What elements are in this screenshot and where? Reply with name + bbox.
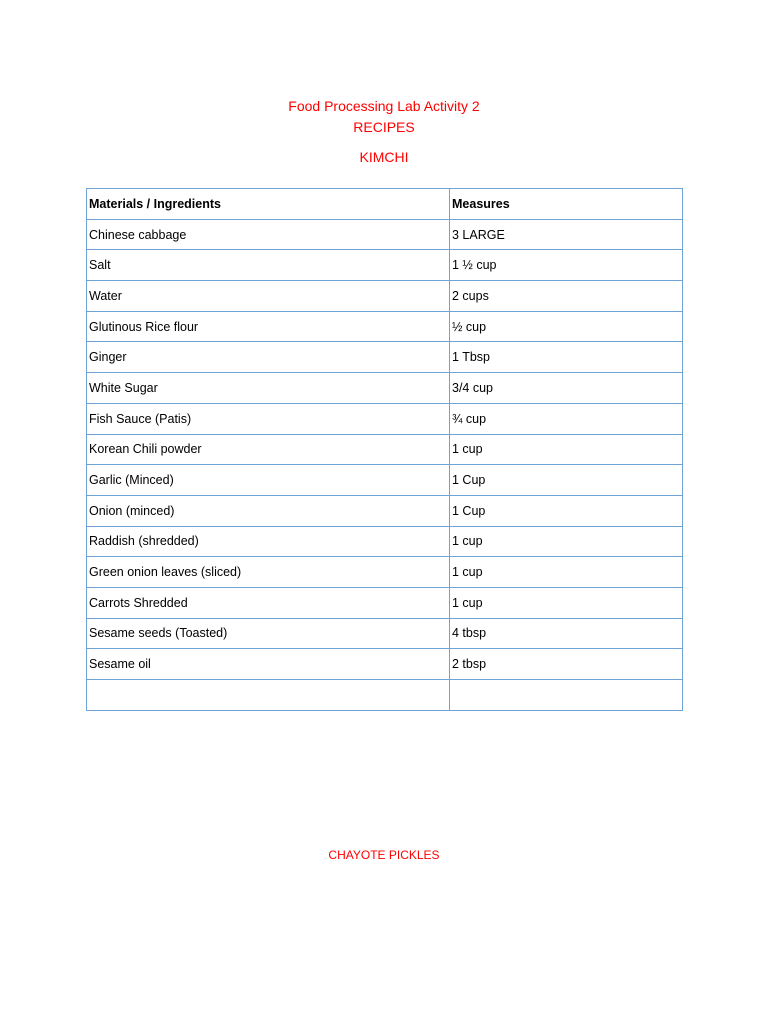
ingredient-cell: Chinese cabbage (87, 219, 450, 250)
measure-cell: 2 cups (450, 281, 683, 312)
ingredient-cell: Sesame oil (87, 649, 450, 680)
measure-cell (450, 680, 683, 711)
ingredients-table (86, 188, 683, 711)
measure-cell: 1 Cup (450, 465, 683, 496)
ingredient-cell (87, 680, 450, 711)
measure-cell: ¾ cup (450, 403, 683, 434)
ingredient-cell: Green onion leaves (sliced) (87, 557, 450, 588)
measure-cell: 1 Cup (450, 495, 683, 526)
measure-cell: 2 tbsp (450, 649, 683, 680)
table-row (87, 342, 683, 373)
ingredient-cell: Raddish (shredded) (87, 526, 450, 557)
recipe-title-chayote-pickles: CHAYOTE PICKLES (328, 848, 440, 862)
ingredient-cell: Salt (87, 250, 450, 281)
table-row (87, 219, 683, 250)
table-row (87, 618, 683, 649)
table-row (87, 281, 683, 312)
table-header-row (87, 189, 683, 220)
table-row (87, 250, 683, 281)
document-title: Food Processing Lab Activity 2 (288, 98, 480, 114)
table-row (87, 311, 683, 342)
ingredient-cell: White Sugar (87, 373, 450, 404)
table-row (87, 434, 683, 465)
measure-cell: 1 cup (450, 557, 683, 588)
measure-cell: 3 LARGE (450, 219, 683, 250)
measure-cell: 1 cup (450, 526, 683, 557)
table-row (87, 680, 683, 711)
table-row (87, 465, 683, 496)
table-row (87, 587, 683, 618)
table-row (87, 495, 683, 526)
measure-cell: 1 cup (450, 434, 683, 465)
ingredient-cell: Onion (minced) (87, 495, 450, 526)
measure-cell: ½ cup (450, 311, 683, 342)
measure-cell: 3/4 cup (450, 373, 683, 404)
measure-cell: 1 Tbsp (450, 342, 683, 373)
measure-cell: 4 tbsp (450, 618, 683, 649)
recipe-title-kimchi: KIMCHI (359, 149, 409, 165)
ingredient-cell: Carrots Shredded (87, 587, 450, 618)
table-row (87, 557, 683, 588)
ingredient-cell: Glutinous Rice flour (87, 311, 450, 342)
ingredient-cell: Sesame seeds (Toasted) (87, 618, 450, 649)
document-subtitle: RECIPES (353, 119, 415, 135)
table-row (87, 403, 683, 434)
measure-cell: 1 cup (450, 587, 683, 618)
measure-cell: 1 ½ cup (450, 250, 683, 281)
ingredient-cell: Korean Chili powder (87, 434, 450, 465)
ingredient-cell: Fish Sauce (Patis) (87, 403, 450, 434)
table-row (87, 526, 683, 557)
ingredient-cell: Garlic (Minced) (87, 465, 450, 496)
header-measures: Measures (450, 189, 683, 220)
header-ingredients: Materials / Ingredients (87, 189, 450, 220)
ingredient-cell: Water (87, 281, 450, 312)
ingredient-cell: Ginger (87, 342, 450, 373)
table-row (87, 649, 683, 680)
table-row (87, 373, 683, 404)
